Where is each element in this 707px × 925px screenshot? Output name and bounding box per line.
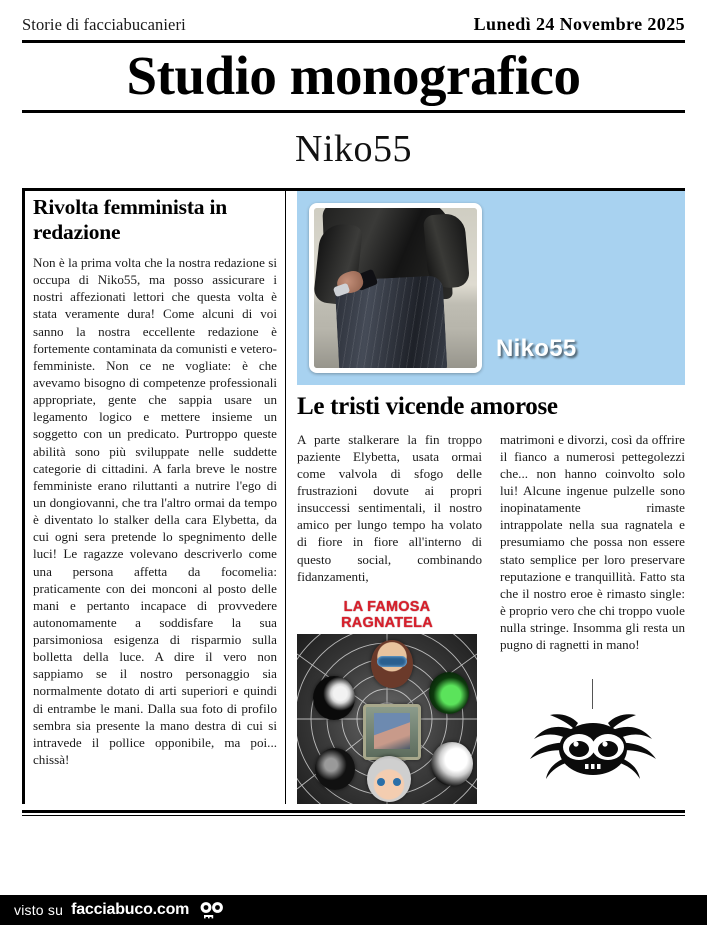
facciabuco-face-icon bbox=[199, 901, 225, 919]
article-left-body: Non è la prima volta che la nostra redazione si occupa di Niko55, ma posso assicurare i nostri affezionati lettori che questa volta è stata veramente dura! Come alcuni di voi sanno la nostra eccellente redazione è fortemente contaminata da comunisti e vetero-femministe. Non ce ne vogliate: è che avevamo bisogno di competenze professionali appropriate, gente che sappia usare un legamento logico e mettere insieme un soggetto con un predicato. Purtroppo queste abilità sono più sviluppate nelle suddette categorie di cittadini. A farla breve le nostre femministe erano riluttanti a nutrire l'ego di un dongiovanni, che tra l'altro ormai da tempo è diventato lo stalker della cara Elybetta, da cui ogni sera pretende lo spegnimento delle luci! Le ragazze volevano descriverlo come una persona affetta da focomelia: praticamente con dei monconi al posto delle mani e pertanto incapace di provvedere autonomamente a soddisfare la sua parsimoniosa esigenza di risparmio sulla bolletta della luce. A dire il vero non sappiamo se il nostro personaggio sia normalmente dotato di arti superiori e quindi di entrambe le mani. Dalla sua foto di profilo sembra sia presente la mano destra di cui si intravede il pollice opponibile, ma poi... chissà! bbox=[33, 254, 277, 768]
article-right-headline: Le tristi vicende amorose bbox=[297, 393, 558, 421]
issue-date: Lunedì 24 Novembre 2025 bbox=[473, 14, 685, 34]
web-avatar-center-photo bbox=[363, 704, 421, 760]
footer-bar bbox=[0, 895, 707, 925]
web-figure-title: LA FAMOSA RAGNATELA bbox=[341, 598, 433, 631]
article-left-headline: Rivolta femminista in redazione bbox=[33, 195, 228, 245]
web-avatar-6 bbox=[315, 748, 355, 790]
bottom-rules bbox=[0, 810, 707, 817]
web-figure bbox=[297, 599, 477, 804]
content-area bbox=[0, 191, 707, 804]
page-title: Studio monografico bbox=[126, 45, 581, 106]
article-right-body-1: A parte stalkerare la fin troppo paziente Elybetta, usata ormai come valvola di sfogo delle frustrazioni dovute ai propri insuccessi sentimentali, il nostro amico per lungo tempo ha volato di fiore in fiore all'interno di questo social, combinando fidanzamenti, bbox=[297, 431, 482, 584]
web-avatar-1 bbox=[371, 640, 413, 688]
bottom-rule-thick bbox=[22, 810, 685, 813]
profile-photo bbox=[314, 208, 477, 368]
article-right bbox=[285, 191, 685, 804]
footer-brand-label[interactable]: facciabuco.com bbox=[71, 901, 190, 918]
article-left bbox=[22, 191, 277, 804]
spider-icon bbox=[518, 709, 668, 787]
photo-caption: Niko55 bbox=[496, 335, 577, 363]
web-avatar-7 bbox=[431, 742, 473, 786]
web-avatar-2 bbox=[313, 676, 355, 720]
article-right-column-2 bbox=[500, 431, 685, 804]
web-avatar-5 bbox=[367, 756, 411, 802]
masthead bbox=[0, 0, 707, 113]
spider-thread bbox=[592, 679, 593, 709]
spider-figure bbox=[500, 679, 685, 787]
web-image bbox=[297, 634, 477, 804]
column-layout bbox=[22, 191, 685, 804]
footer-visto-su-label: visto su bbox=[14, 902, 64, 918]
article-right-column-1 bbox=[297, 431, 482, 804]
masthead-rule-top bbox=[22, 40, 685, 43]
article-right-body-2: matrimoni e divorzi, così da offrire il fianco a numerosi pettegolezzi che... non hanno coinvolto solo lui! Alcune ingenue pulzelle sono inopinatamente rimaste intrappolate nella sua ragnatela e presumiamo che possa non essere stato semplice per loro preservare reputazione e tranquillità. Fatto sta che il nostro eroe è rimasto single: è proprio vero che chi troppo vuole nulla stringe. Insomma gli resta un pugno di ragnetti in mano! bbox=[500, 431, 685, 653]
subject-band bbox=[0, 113, 707, 183]
subject-name: Niko55 bbox=[295, 128, 412, 171]
bottom-rule-thin bbox=[22, 815, 685, 817]
web-avatar-3 bbox=[429, 672, 469, 714]
article-right-columns bbox=[297, 431, 685, 804]
photo-frame bbox=[309, 203, 482, 373]
masthead-kicker: Storie di facciabucanieri bbox=[22, 15, 186, 34]
masthead-top-row bbox=[22, 14, 685, 35]
photo-card bbox=[297, 191, 685, 385]
